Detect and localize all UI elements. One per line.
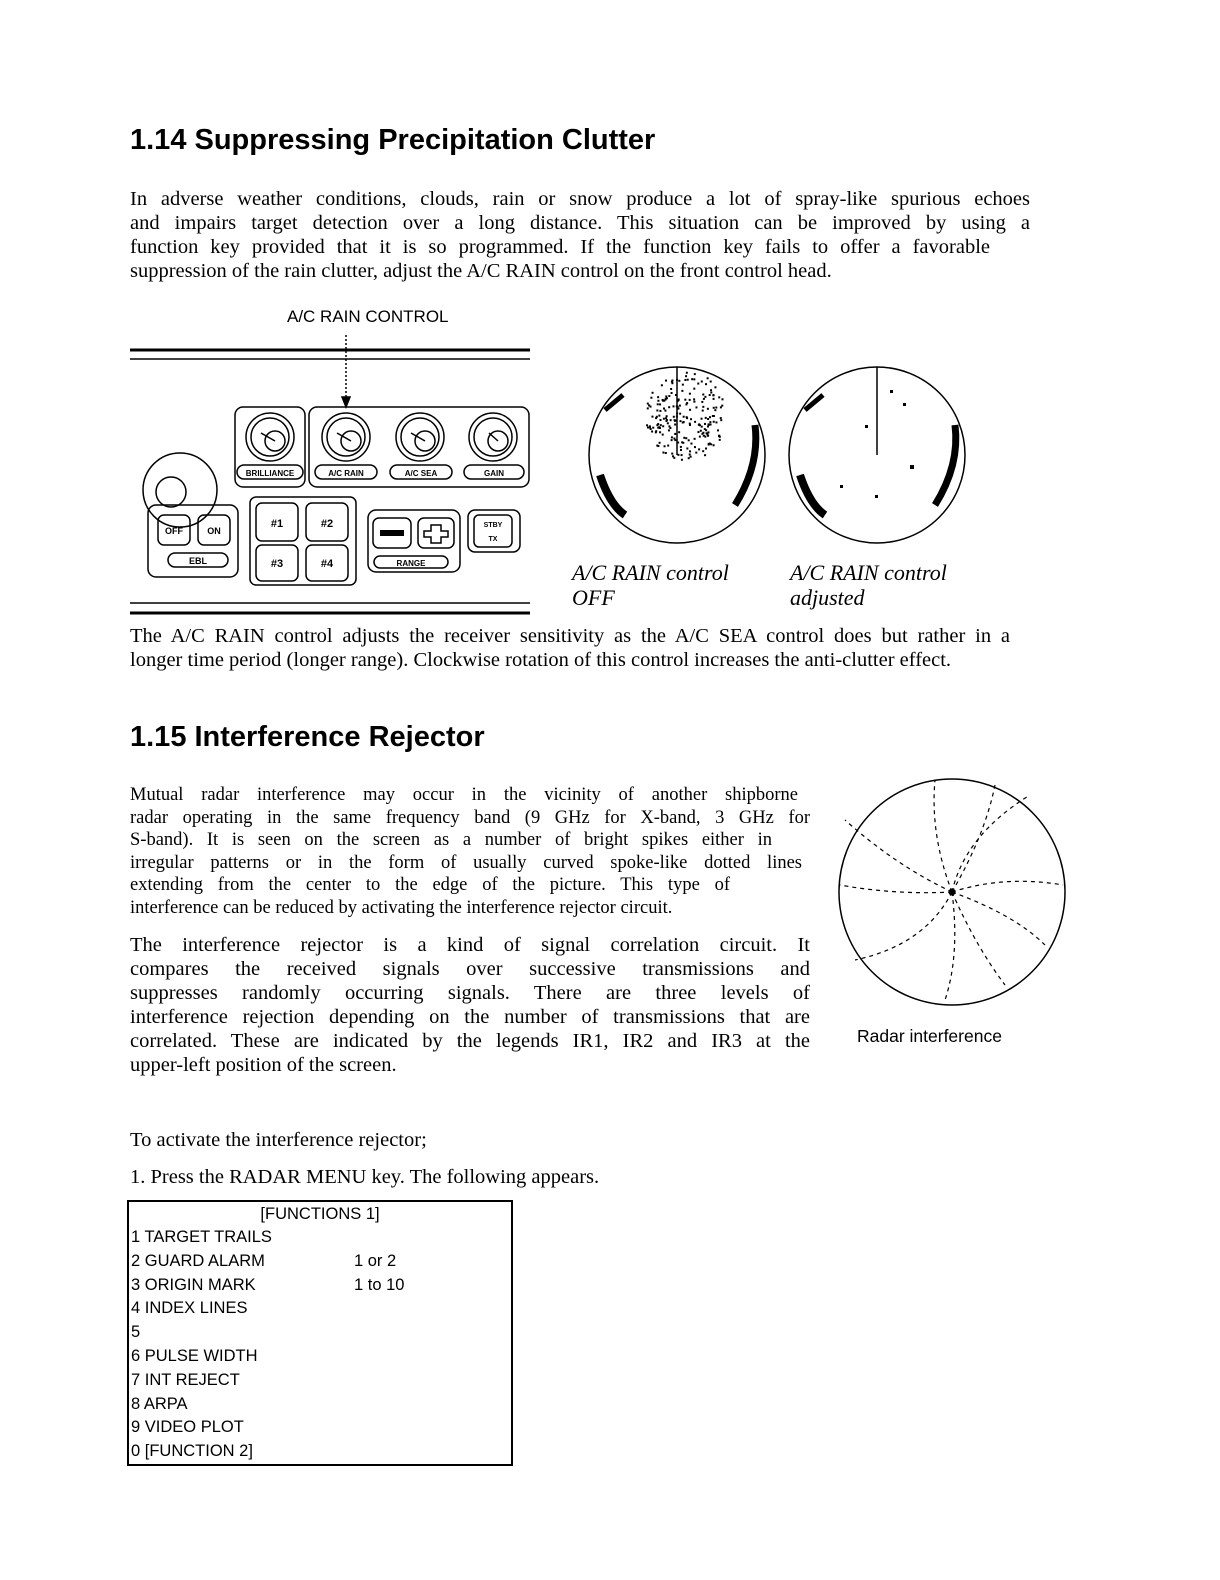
clutter-echo <box>689 399 691 401</box>
clutter-echo <box>675 394 677 396</box>
clutter-echo <box>674 423 676 425</box>
clutter-echo <box>660 424 662 426</box>
clutter-echo <box>694 373 696 375</box>
menu-item-label: 2 GUARD ALARM <box>131 1251 265 1270</box>
menu-item-label: 4 INDEX LINES <box>131 1299 248 1318</box>
clutter-echo <box>718 435 720 437</box>
section-heading-1-15: 1.15 Interference Rejector <box>130 721 485 753</box>
clutter-echo <box>673 438 675 440</box>
clutter-echo <box>650 428 652 430</box>
clutter-echo <box>693 378 695 380</box>
menu-item-label: 6 PULSE WIDTH <box>131 1346 258 1365</box>
clutter-echo <box>705 417 707 419</box>
knob-label-brilliance: BRILLIANCE <box>245 469 295 478</box>
menu-item[interactable] <box>129 1297 511 1321</box>
clutter-echo <box>652 427 654 429</box>
clutter-echo <box>688 457 690 459</box>
menu-item[interactable] <box>129 1226 511 1250</box>
clutter-echo <box>700 430 702 432</box>
clutter-echo <box>707 418 709 420</box>
clutter-echo <box>689 393 691 395</box>
clutter-echo <box>713 421 715 423</box>
clutter-echo <box>689 453 691 455</box>
clutter-echo <box>697 431 699 433</box>
clutter-echo <box>698 448 700 450</box>
clutter-echo <box>689 423 691 425</box>
clutter-echo <box>652 392 654 394</box>
clutter-echo <box>702 410 704 412</box>
menu-item-label: 9 VIDEO PLOT <box>131 1418 244 1437</box>
caption-line: A/C RAIN control <box>572 560 729 585</box>
clutter-echo <box>679 413 681 415</box>
clutter-echo <box>701 418 703 420</box>
clutter-echo <box>657 423 659 425</box>
key-1: #1 <box>270 518 284 530</box>
clutter-echo <box>693 398 695 400</box>
clutter-echo <box>715 407 717 409</box>
clutter-echo <box>718 396 720 398</box>
radar-scope-off <box>589 367 765 543</box>
clutter-echo <box>671 392 673 394</box>
clutter-echo <box>671 453 673 455</box>
clutter-echo <box>687 379 689 381</box>
text-line: suppression of the rain clutter, adjust the A/C RAIN control on the front control head. <box>130 260 832 282</box>
clutter-echo <box>664 410 666 412</box>
clutter-echo <box>714 409 716 411</box>
clutter-echo <box>657 396 659 398</box>
clutter-echo <box>676 379 678 381</box>
clutter-echo <box>671 439 673 441</box>
clutter-echo <box>681 390 683 392</box>
clutter-echo <box>665 417 667 419</box>
step-intro: To activate the interference rejector; <box>130 1129 427 1151</box>
clutter-echo <box>680 446 682 448</box>
text-line: In adverse weather conditions, clouds, rain or snow produce a lot of spray-like spurious echoes <box>130 188 1030 210</box>
menu-item[interactable] <box>129 1250 511 1274</box>
paragraph-interference-rejector <box>130 933 810 1077</box>
clutter-echo <box>659 427 661 429</box>
paragraph-interference-intro <box>130 784 810 919</box>
clutter-echo <box>691 378 693 380</box>
clutter-echo <box>648 404 650 406</box>
button-off: OFF <box>165 526 183 536</box>
clutter-echo <box>717 429 719 431</box>
clutter-echo <box>720 417 722 419</box>
clutter-echo <box>720 419 722 421</box>
menu-item[interactable] <box>129 1393 511 1417</box>
clutter-echo <box>686 372 688 374</box>
clutter-echo <box>683 416 685 418</box>
clutter-echo <box>678 380 680 382</box>
clutter-echo <box>705 383 707 385</box>
paragraph-rain-clutter <box>130 187 1030 283</box>
clutter-echo <box>704 423 706 425</box>
clutter-echo <box>706 433 708 435</box>
tx-label: TX <box>488 536 498 543</box>
menu-item[interactable] <box>129 1321 511 1345</box>
clutter-echo <box>647 426 649 428</box>
clutter-echo <box>703 435 705 437</box>
clutter-echo <box>658 415 660 417</box>
clutter-echo <box>646 424 648 426</box>
clutter-echo <box>681 454 683 456</box>
clutter-echo <box>709 416 711 418</box>
clutter-echo <box>707 408 709 410</box>
clutter-echo <box>651 416 653 418</box>
key-3: #3 <box>270 558 284 570</box>
caption-line: A/C RAIN control <box>790 560 947 585</box>
menu-item-value: 1 to 10 <box>354 1275 405 1294</box>
clutter-echo <box>657 403 659 405</box>
clutter-echo <box>686 447 688 449</box>
clutter-echo <box>662 399 664 401</box>
menu-item-label: 3 ORIGIN MARK <box>131 1275 256 1294</box>
clutter-echo <box>705 448 707 450</box>
caption-line: adjusted <box>790 585 865 610</box>
clutter-echo <box>681 459 683 461</box>
clutter-echo <box>686 402 688 404</box>
clutter-echo <box>657 445 659 447</box>
clutter-echo <box>685 375 687 377</box>
clutter-echo <box>702 432 704 434</box>
clutter-echo <box>677 454 679 456</box>
clutter-echo <box>689 409 691 411</box>
clutter-echo <box>707 431 709 433</box>
clutter-echo <box>690 456 692 458</box>
clutter-echo <box>693 388 695 390</box>
clutter-echo <box>722 398 724 400</box>
menu-item-label: 5 <box>131 1323 141 1342</box>
clutter-echo <box>663 408 665 410</box>
clutter-echo <box>651 431 653 433</box>
clutter-echo <box>704 396 706 398</box>
clutter-echo <box>713 407 715 409</box>
text-line: interference rejection depending on the number of transmissions that are <box>130 1006 810 1028</box>
clutter-echo <box>701 401 703 403</box>
clutter-echo <box>719 439 721 441</box>
text-line: radar operating in the same frequency band (9 GHz for X-band, 3 GHz for <box>130 807 810 828</box>
step-1: 1. Press the RADAR MENU key. The following appears. <box>130 1166 600 1188</box>
knob-label-ac-rain: A/C RAIN <box>328 469 364 478</box>
clutter-echo <box>701 426 703 428</box>
clutter-echo <box>674 433 676 435</box>
radar-scope-adjusted <box>789 367 965 543</box>
clutter-echo <box>673 457 675 459</box>
clutter-echo <box>659 403 661 405</box>
clutter-echo <box>662 425 664 427</box>
menu-item[interactable] <box>129 1345 511 1369</box>
clutter-echo <box>676 405 678 407</box>
clutter-echo <box>713 394 715 396</box>
radar-interference-diagram <box>835 775 1070 1010</box>
clutter-echo <box>665 452 667 454</box>
clutter-echo <box>670 388 672 390</box>
clutter-echo <box>709 421 711 423</box>
clutter-echo <box>676 412 678 414</box>
clutter-echo <box>672 405 674 407</box>
clutter-echo <box>690 443 692 445</box>
knob-label-gain: GAIN <box>484 469 504 478</box>
clutter-echo <box>709 394 711 396</box>
text-line: irregular patterns or in the form of usually curved spoke-like dotted lines <box>130 852 802 873</box>
caption-line: OFF <box>572 585 615 610</box>
menu-item-label: 7 INT REJECT <box>131 1370 240 1389</box>
clutter-echo <box>650 397 652 399</box>
clutter-echo <box>665 380 667 382</box>
radar-scope-comparison <box>585 365 985 550</box>
clutter-echo <box>666 397 668 399</box>
text-line: and impairs target detection over a long distance. This situation can be improved by using a <box>130 212 1030 234</box>
clutter-echo <box>685 437 687 439</box>
clutter-echo <box>693 401 695 403</box>
clutter-echo <box>705 429 707 431</box>
clutter-echo <box>681 441 683 443</box>
clutter-echo <box>703 398 705 400</box>
text-line: upper-left position of the screen. <box>130 1054 397 1076</box>
clutter-echo <box>689 450 691 452</box>
clutter-echo <box>710 392 712 394</box>
menu-item-label: 0 [FUNCTION 2] <box>131 1442 253 1461</box>
clutter-echo <box>676 400 678 402</box>
clutter-echo <box>698 423 700 425</box>
clutter-echo <box>695 406 697 408</box>
clutter-echo <box>647 403 649 405</box>
text-line: longer time period (longer range). Clockwise rotation of this control increases the anti-clutter effect. <box>130 649 952 671</box>
clutter-echo <box>680 449 682 451</box>
menu-item-value: 1 or 2 <box>354 1251 397 1270</box>
clutter-echo <box>668 406 670 408</box>
clutter-echo <box>721 405 723 407</box>
text-line: suppresses randomly occurring signals. There are three levels of <box>130 982 810 1004</box>
clutter-echo <box>656 416 658 418</box>
clutter-echo <box>677 408 679 410</box>
clutter-echo <box>671 436 673 438</box>
clutter-echo <box>647 407 649 409</box>
clutter-echo <box>702 394 704 396</box>
clutter-echo <box>665 420 667 422</box>
figure-label-ac-rain: A/C RAIN CONTROL <box>287 307 449 326</box>
caption-off <box>572 560 729 610</box>
text-line: compares the received signals over successive transmissions and <box>130 958 810 980</box>
clutter-echo <box>713 444 715 446</box>
text-line: The A/C RAIN control adjusts the receiver sensitivity as the A/C SEA control does but rather in a <box>130 625 1010 647</box>
text-line: extending from the center to the edge of the picture. This type of <box>130 875 730 895</box>
clutter-echo <box>682 384 684 386</box>
clutter-echo <box>686 417 688 419</box>
paragraph-ac-rain-explanation <box>130 624 1030 672</box>
button-ebl: EBL <box>189 556 207 566</box>
text-line: interference can be reduced by activating the interference rejector circuit. <box>130 897 673 918</box>
clutter-echo <box>720 406 722 408</box>
clutter-echo <box>673 416 675 418</box>
clutter-echo <box>659 442 661 444</box>
clutter-echo <box>679 405 681 407</box>
clutter-echo <box>707 426 709 428</box>
clutter-echo <box>715 421 717 423</box>
clutter-echo <box>649 425 651 427</box>
clutter-echo <box>678 398 680 400</box>
clutter-echo <box>708 443 710 445</box>
clutter-echo <box>668 395 670 397</box>
caption-adjusted <box>790 560 947 610</box>
clutter-echo <box>684 399 686 401</box>
knob-label-ac-sea: A/C SEA <box>404 469 438 478</box>
text-line: The interference rejector is a kind of signal correlation circuit. It <box>130 934 810 956</box>
clutter-echo <box>694 421 696 423</box>
figure-caption-radar-interference: Radar interference <box>857 1026 1002 1046</box>
clutter-echo <box>704 454 706 456</box>
clutter-echo <box>659 419 661 421</box>
text-line: Mutual radar interference may occur in the vicinity of another shipborne <box>130 785 798 805</box>
functions-menu <box>127 1200 513 1466</box>
clutter-echo <box>710 381 712 383</box>
clutter-echo <box>679 420 681 422</box>
clutter-echo <box>710 389 712 391</box>
clutter-echo <box>662 452 664 454</box>
clutter-echo <box>676 415 678 417</box>
clutter-echo <box>688 439 690 441</box>
menu-title: [FUNCTIONS 1] <box>260 1205 380 1223</box>
clutter-echo <box>702 450 704 452</box>
stby-label: STBY <box>483 522 503 529</box>
clutter-echo <box>663 418 665 420</box>
menu-item[interactable] <box>129 1369 511 1393</box>
clutter-echo <box>682 422 684 424</box>
clutter-echo <box>668 429 670 431</box>
clutter-echo <box>665 395 667 397</box>
clutter-echo <box>690 418 692 420</box>
clutter-echo <box>714 386 716 388</box>
clutter-echo <box>684 379 686 381</box>
menu-item-label: 1 TARGET TRAILS <box>131 1228 272 1246</box>
clutter-echo <box>702 406 704 408</box>
text-line: S-band). It is seen on the screen as a number of bright spikes either in <box>130 830 772 850</box>
clutter-echo <box>677 442 679 444</box>
clutter-echo <box>699 436 701 438</box>
text-line: function key provided that it is so programmed. If the function key fails to offer a favorable <box>130 236 990 258</box>
clutter-echo <box>664 445 666 447</box>
clutter-echo <box>712 415 714 417</box>
clutter-echo <box>713 398 715 400</box>
menu-item[interactable] <box>129 1416 511 1440</box>
clutter-echo <box>670 419 672 421</box>
text-line: correlated. These are indicated by the legends IR1, IR2 and IR3 at the <box>130 1030 810 1052</box>
key-2: #2 <box>320 518 334 530</box>
button-on: ON <box>207 526 221 536</box>
clutter-echo <box>667 422 669 424</box>
clutter-echo <box>657 400 659 402</box>
control-panel-diagram <box>128 335 538 625</box>
clutter-echo <box>656 409 658 411</box>
clutter-echo <box>659 410 661 412</box>
clutter-echo <box>659 431 661 433</box>
clutter-echo <box>668 425 670 427</box>
menu-item[interactable] <box>129 1440 511 1464</box>
clutter-echo <box>666 415 668 417</box>
clutter-echo <box>708 423 710 425</box>
clutter-echo <box>674 420 676 422</box>
clutter-echo <box>694 438 696 440</box>
key-4: #4 <box>320 558 334 570</box>
clutter-echo <box>662 434 664 436</box>
clutter-echo <box>694 446 696 448</box>
clutter-echo <box>657 427 659 429</box>
clutter-echo <box>661 384 663 386</box>
knobs <box>246 413 517 461</box>
section-heading-1-14: 1.14 Suppressing Precipitation Clutter <box>130 124 656 156</box>
clutter-echo <box>695 452 697 454</box>
clutter-echo <box>655 431 657 433</box>
menu-item-label: 8 ARPA <box>131 1394 188 1413</box>
clutter-echo <box>701 381 703 383</box>
clutter-echo <box>707 377 709 379</box>
clutter-echo <box>667 445 669 447</box>
clutter-echo <box>683 437 685 439</box>
range-label: RANGE <box>396 559 426 568</box>
clutter-echo <box>678 431 680 433</box>
menu-item[interactable] <box>129 1274 511 1298</box>
clutter-echo <box>697 383 699 385</box>
clutter-echo <box>671 381 673 383</box>
